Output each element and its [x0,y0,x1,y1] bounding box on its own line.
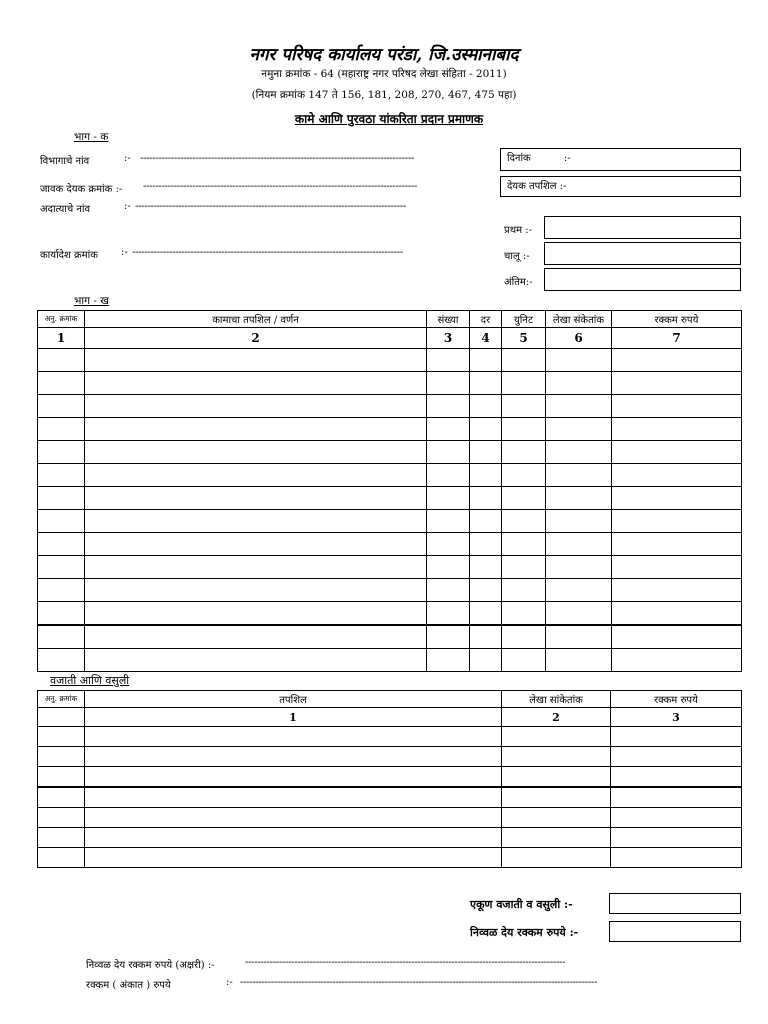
date-sep: :- [563,153,571,164]
col-header-amount: रक्कम रुपये [612,311,742,328]
part-a-label: भाग - क [74,131,109,143]
ded-cell-details[interactable] [85,767,502,788]
ded-cell-account-code[interactable] [502,727,611,747]
ded-cell-details[interactable] [85,727,502,747]
ded-cell-amount[interactable] [611,747,742,767]
col-header-rate: दर [470,311,502,328]
bill-details-box[interactable] [500,176,741,197]
ded-header-details: तपशिल [85,691,502,708]
cell-serial[interactable] [38,579,85,602]
table-row [38,372,742,395]
cell-unit[interactable] [502,625,546,649]
cell-description[interactable] [85,649,427,672]
ded-cell-account-code[interactable] [502,787,611,808]
cell-account-code[interactable] [546,625,612,649]
table-row [38,602,742,626]
cell-rate[interactable] [470,556,502,579]
final-box[interactable] [544,268,741,291]
ded-col-number: 1 [85,708,502,727]
department-label: विभागाचे नांव [40,156,90,167]
cell-description[interactable] [85,487,427,510]
cell-description[interactable] [85,441,427,464]
cell-quantity[interactable] [427,579,470,602]
col-number: 1 [38,328,85,349]
cell-serial[interactable] [38,533,85,556]
col-number: 2 [85,328,427,349]
bill-details-label: देयक तपशिल :- [507,181,567,192]
cell-amount[interactable] [612,649,742,672]
table-row [38,747,742,767]
col-header-unit: युनिट [502,311,546,328]
cell-description[interactable] [85,510,427,533]
ded-cell-serial[interactable] [38,848,85,868]
cell-rate[interactable] [470,533,502,556]
cell-serial[interactable] [38,510,85,533]
cell-quantity[interactable] [427,372,470,395]
table-row [38,464,742,487]
cell-account-code[interactable] [546,464,612,487]
table-row [38,395,742,418]
department-sep: :- [124,153,131,164]
cell-unit[interactable] [502,372,546,395]
rules-reference: (नियम क्रमांक 147 ते 156, 181, 208, 270, 467, 475 पहा) [251,89,517,101]
cell-account-code[interactable] [546,510,612,533]
cell-unit[interactable] [502,441,546,464]
ded-col-number: 3 [611,708,742,727]
cell-description[interactable] [85,602,427,626]
date-box[interactable] [500,148,741,171]
table-row [38,625,742,649]
ded-cell-serial[interactable] [38,727,85,747]
cell-amount[interactable] [612,556,742,579]
cell-description[interactable] [85,372,427,395]
cell-account-code[interactable] [546,602,612,626]
ded-cell-details[interactable] [85,747,502,767]
table-row [38,510,742,533]
cell-description[interactable] [85,464,427,487]
cell-amount[interactable] [612,395,742,418]
department-field[interactable]: ----------------------------------------------------------------------------------------- [140,153,415,164]
cell-serial[interactable] [38,649,85,672]
cell-description[interactable] [85,533,427,556]
cell-serial[interactable] [38,556,85,579]
office-title: नगर परिषद कार्यालय परंडा, जि.उस्मानाबाद [249,45,519,65]
table-row [38,649,742,672]
cell-description[interactable] [85,418,427,441]
cell-rate[interactable] [470,349,502,372]
cell-description[interactable] [85,625,427,649]
cell-amount[interactable] [612,579,742,602]
table-row [38,787,742,808]
cell-unit[interactable] [502,395,546,418]
col-header-quantity: संख्या [427,311,470,328]
cell-rate[interactable] [470,625,502,649]
date-label: दिनांक [507,153,531,164]
cell-serial[interactable] [38,441,85,464]
ded-cell-serial[interactable] [38,828,85,848]
col-number: 7 [612,328,742,349]
cell-quantity[interactable] [427,487,470,510]
cell-unit[interactable] [502,602,546,626]
cell-amount[interactable] [612,464,742,487]
amount-figures-sep: :- [226,977,233,988]
table-row [38,848,742,868]
col-header-description: कामाचा तपशिल / वर्णन [85,311,427,328]
amount-words-field[interactable]: -------------------------------------------------------------------------------------------------------- [245,957,566,968]
outward-no-label: जावक देयक क्रमांक :- [40,184,123,195]
ded-cell-serial[interactable] [38,808,85,828]
net-payable-label: निव्वळ देय रक्कम रुपये :- [470,926,579,939]
first-box[interactable] [544,216,741,239]
cell-account-code[interactable] [546,372,612,395]
ded-cell-account-code[interactable] [502,848,611,868]
cell-unit[interactable] [502,533,546,556]
ded-cell-serial[interactable] [38,787,85,808]
form-number: नमुना क्रमांक - 64 (महाराष्ट्र नगर परिषद लेखा संहिता - 2011) [261,68,507,80]
cell-quantity[interactable] [427,464,470,487]
cell-account-code[interactable] [546,349,612,372]
cell-account-code[interactable] [546,395,612,418]
ded-cell-serial[interactable] [38,767,85,788]
cell-amount[interactable] [612,625,742,649]
cell-description[interactable] [85,349,427,372]
running-box[interactable] [544,242,741,265]
cell-serial[interactable] [38,464,85,487]
cell-serial[interactable] [38,372,85,395]
voucher-heading: कामे आणि पुरवठा यांकरिता प्रदान प्रमाणक [294,112,484,126]
cell-amount[interactable] [612,602,742,626]
cell-description[interactable] [85,556,427,579]
ded-header-amount: रक्कम रुपये [611,691,742,708]
cell-rate[interactable] [470,372,502,395]
cell-unit[interactable] [502,418,546,441]
cell-quantity[interactable] [427,395,470,418]
work-order-sep: :- [121,247,128,258]
cell-rate[interactable] [470,395,502,418]
total-deductions-box[interactable] [609,893,741,914]
cell-unit[interactable] [502,556,546,579]
ded-cell-account-code[interactable] [502,828,611,848]
table-row [38,808,742,828]
cell-quantity[interactable] [427,649,470,672]
table-row [38,556,742,579]
ded-cell-account-code[interactable] [502,747,611,767]
final-label: अंतिम:- [504,277,533,288]
payee-field[interactable]: ---------------------------------------------------------------------------------------- [135,201,406,212]
payee-sep: :- [124,201,131,212]
col-number: 5 [502,328,546,349]
cell-rate[interactable] [470,510,502,533]
cell-description[interactable] [85,579,427,602]
part-b-label: भाग - ख [74,295,109,307]
cell-description[interactable] [85,395,427,418]
table-row [38,579,742,602]
table-row [38,487,742,510]
ded-cell-details[interactable] [85,848,502,868]
ded-cell-details[interactable] [85,808,502,828]
col-number: 4 [470,328,502,349]
cell-account-code[interactable] [546,441,612,464]
cell-serial[interactable] [38,487,85,510]
ded-cell-amount[interactable] [611,828,742,848]
cell-rate[interactable] [470,464,502,487]
cell-rate[interactable] [470,441,502,464]
table-row [38,828,742,848]
outward-no-field[interactable]: ----------------------------------------------------------------------------------------- [143,181,418,192]
cell-rate[interactable] [470,649,502,672]
col-header-serial: अनु. क्रमांक [38,311,85,328]
table-row [38,418,742,441]
cell-serial[interactable] [38,349,85,372]
cell-amount[interactable] [612,418,742,441]
first-label: प्रथम :- [504,225,532,236]
amount-figures-field[interactable]: -------------------------------------------------------------------------------------------------------------------- [240,977,598,988]
ded-cell-amount[interactable] [611,808,742,828]
ded-cell-amount[interactable] [611,767,742,788]
cell-serial[interactable] [38,625,85,649]
deductions-label: वजाती आणि वसुली [50,674,130,687]
cell-unit[interactable] [502,649,546,672]
cell-serial[interactable] [38,395,85,418]
table-row [38,533,742,556]
deductions-table [37,690,742,868]
cell-quantity[interactable] [427,510,470,533]
cell-quantity[interactable] [427,418,470,441]
cell-unit[interactable] [502,579,546,602]
ded-cell-details[interactable] [85,787,502,808]
cell-account-code[interactable] [546,418,612,441]
ded-cell-account-code[interactable] [502,767,611,788]
ded-cell-details[interactable] [85,828,502,848]
cell-amount[interactable] [612,441,742,464]
ded-header-account-code: लेखा सांकेतांक [502,691,611,708]
cell-quantity[interactable] [427,441,470,464]
cell-quantity[interactable] [427,349,470,372]
table-row [38,441,742,464]
works-table [37,310,742,672]
cell-account-code[interactable] [546,649,612,672]
col-header-account-code: लेखा संकेतांक [546,311,612,328]
cell-quantity[interactable] [427,556,470,579]
table-row [38,727,742,747]
cell-quantity[interactable] [427,533,470,556]
cell-rate[interactable] [470,487,502,510]
ded-cell-amount[interactable] [611,727,742,747]
ded-header-serial: अनु. क्रमांक [38,691,85,708]
col-number: 3 [427,328,470,349]
running-label: चालू :- [504,251,530,262]
ded-cell-amount[interactable] [611,787,742,808]
payee-label: अदात्याचे नांव [40,204,91,215]
amount-figures-label: रक्कम ( अंकात ) रुपये [86,980,171,991]
ded-col-number: 2 [502,708,611,727]
cell-amount[interactable] [612,349,742,372]
ded-cell-amount[interactable] [611,848,742,868]
ded-cell-account-code[interactable] [502,808,611,828]
cell-amount[interactable] [612,487,742,510]
cell-rate[interactable] [470,579,502,602]
total-deductions-label: एकूण वजाती व वसुली :- [470,898,573,911]
cell-amount[interactable] [612,510,742,533]
amount-words-label: निव्वळ देय रक्कम रुपये (अक्षरी) :- [86,960,215,971]
cell-amount[interactable] [612,372,742,395]
cell-unit[interactable] [502,464,546,487]
ded-col-number [38,708,85,727]
table-row [38,767,742,788]
cell-account-code[interactable] [546,487,612,510]
net-payable-box[interactable] [609,921,741,942]
cell-rate[interactable] [470,602,502,626]
cell-unit[interactable] [502,510,546,533]
cell-quantity[interactable] [427,602,470,626]
cell-amount[interactable] [612,533,742,556]
cell-rate[interactable] [470,418,502,441]
table-row [38,349,742,372]
cell-serial[interactable] [38,602,85,626]
ded-cell-serial[interactable] [38,747,85,767]
col-number: 6 [546,328,612,349]
cell-serial[interactable] [38,418,85,441]
cell-account-code[interactable] [546,579,612,602]
cell-unit[interactable] [502,349,546,372]
cell-account-code[interactable] [546,556,612,579]
work-order-field[interactable]: ---------------------------------------------------------------------------------------- [132,247,403,258]
cell-quantity[interactable] [427,625,470,649]
cell-account-code[interactable] [546,533,612,556]
cell-unit[interactable] [502,487,546,510]
work-order-label: कार्यादेश क्रमांक [40,250,98,261]
